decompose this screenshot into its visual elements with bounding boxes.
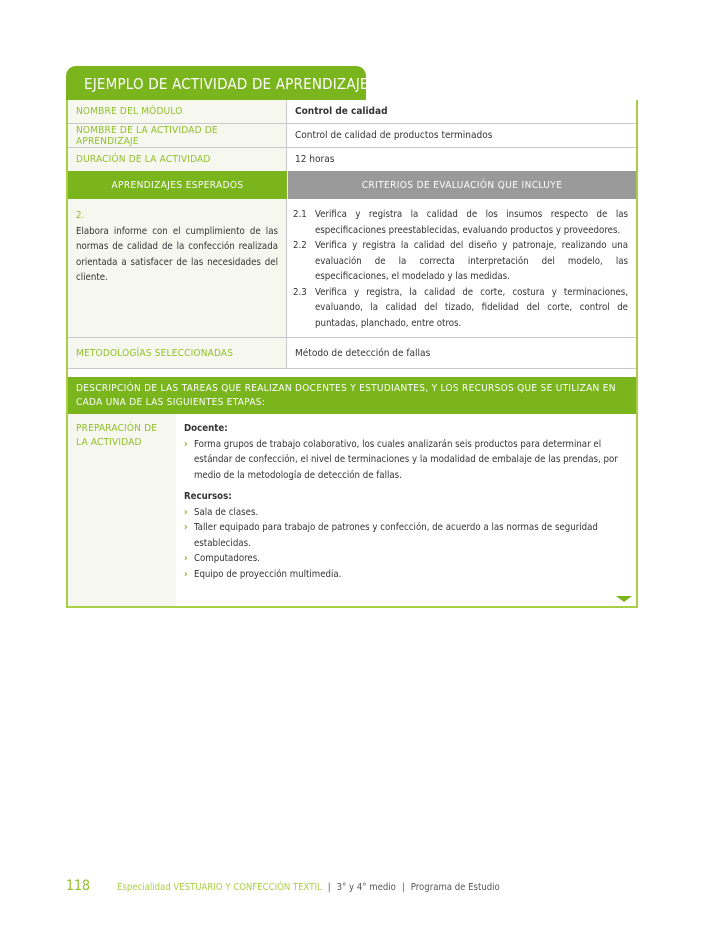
- footer-separator: |: [327, 882, 331, 893]
- learning-number: 2.: [76, 210, 85, 221]
- header-evaluation-criteria: CRITERIOS DE EVALUACIÓN QUE INCLUYE: [288, 171, 636, 199]
- criterion-number: 2.3: [293, 286, 307, 298]
- page-number: 118: [66, 878, 91, 894]
- bullet-chevron-icon: ›: [184, 553, 188, 564]
- criterion-text: Verifica y registra, la calidad de corte, costura y terminaciones, evaluando, la calidad del tizado, fidelidad del corte, control de puntadas, planchado, entre otros.: [315, 286, 628, 329]
- label-activity: NOMBRE DE LA ACTIVIDAD DE APRENDIZAJE: [68, 124, 287, 147]
- learning-outcome: [68, 199, 287, 337]
- footer-specialty: Especialidad VESTUARIO Y CONFECCIÓN TEXTIL: [117, 882, 322, 893]
- bullet-chevron-icon: ›: [184, 506, 188, 518]
- label-duration: DURACIÓN DE LA ACTIVIDAD: [68, 148, 287, 171]
- info-row-activity: [68, 124, 636, 148]
- teacher-title: Docente:: [184, 423, 228, 434]
- resource-item: › Computadores.: [184, 551, 628, 567]
- stage-content: [176, 414, 636, 606]
- label-module: NOMBRE DEL MÓDULO: [68, 100, 287, 123]
- value-module: Control de calidad: [295, 106, 388, 117]
- activity-table: [66, 100, 638, 608]
- spacer: [68, 369, 636, 377]
- label-methodology: METODOLOGÍAS SELECCIONADAS: [68, 338, 287, 368]
- criterion: [293, 207, 628, 238]
- footer-program: Programa de Estudio: [410, 882, 500, 893]
- page-footer: [66, 878, 500, 894]
- criterion: [293, 238, 628, 285]
- continue-triangle-down-icon: [616, 596, 632, 602]
- info-row-module: [68, 100, 636, 124]
- criterion-number: 2.1: [293, 209, 307, 220]
- criterion: [293, 285, 628, 332]
- value-activity: Control de calidad de productos terminados: [295, 130, 493, 141]
- stage-preparation: [68, 414, 636, 606]
- learning-text: Elabora informe con el cumplimiento de las normas de calidad de la confección realizada orientada a satisfacer de las necesidades del cliente.: [76, 225, 278, 283]
- resource-item: › Taller equipado para trabajo de patrones y confección, de acuerdo a las normas de seguridad establecidas.: [184, 520, 628, 551]
- description-header: DESCRIPCIÓN DE LAS TAREAS QUE REALIZAN DOCENTES Y ESTUDIANTES, Y LOS RECURSOS QUE SE UTILIZAN EN CADA UNA DE LAS SIGUIENTES ETAPAS:: [68, 377, 636, 414]
- resource-item: › Sala de clases.: [184, 505, 628, 521]
- resources-title: Recursos:: [184, 491, 232, 502]
- methodology-row: [68, 338, 636, 369]
- header-learning-outcomes: APRENDIZAJES ESPERADOS: [68, 171, 288, 199]
- criterion-number: 2.2: [293, 240, 307, 251]
- teacher-item: › Forma grupos de trabajo colaborativo, los cuales analizarán seis productos para determinar el estándar de confección, el nivel de terminaciones y la modalidad de embalaje de las prendas, por medio de la metodología de detección de fallas.: [184, 437, 628, 484]
- criterion-text: Verifica y registra la calidad del diseño y patronaje, realizando una evaluación de la correcta interpretación del modelo, las especificaciones, el modelado y las medidas.: [315, 240, 628, 282]
- value-methodology: Método de detección de fallas: [295, 347, 431, 359]
- section-title-tab: EJEMPLO DE ACTIVIDAD DE APRENDIZAJE: [66, 66, 366, 100]
- resource-item: › Equipo de proyección multimedia.: [184, 567, 628, 583]
- bullet-chevron-icon: ›: [184, 438, 188, 450]
- footer-separator: |: [401, 882, 405, 893]
- footer-level: 3° y 4° medio: [336, 882, 396, 893]
- learning-row: [68, 199, 636, 338]
- columns-header: [68, 171, 636, 199]
- info-row-duration: [68, 148, 636, 171]
- bullet-chevron-icon: ›: [184, 522, 188, 533]
- criterion-text: Verifica y registra la calidad de los insumos respecto de las especificaciones preestablecidas, evaluando productos y proveedores.: [315, 209, 628, 236]
- stage-label: PREPARACIÓN DE LA ACTIVIDAD: [68, 414, 176, 606]
- criteria-list: [287, 199, 636, 337]
- value-duration: 12 horas: [295, 154, 335, 165]
- bullet-chevron-icon: ›: [184, 568, 188, 580]
